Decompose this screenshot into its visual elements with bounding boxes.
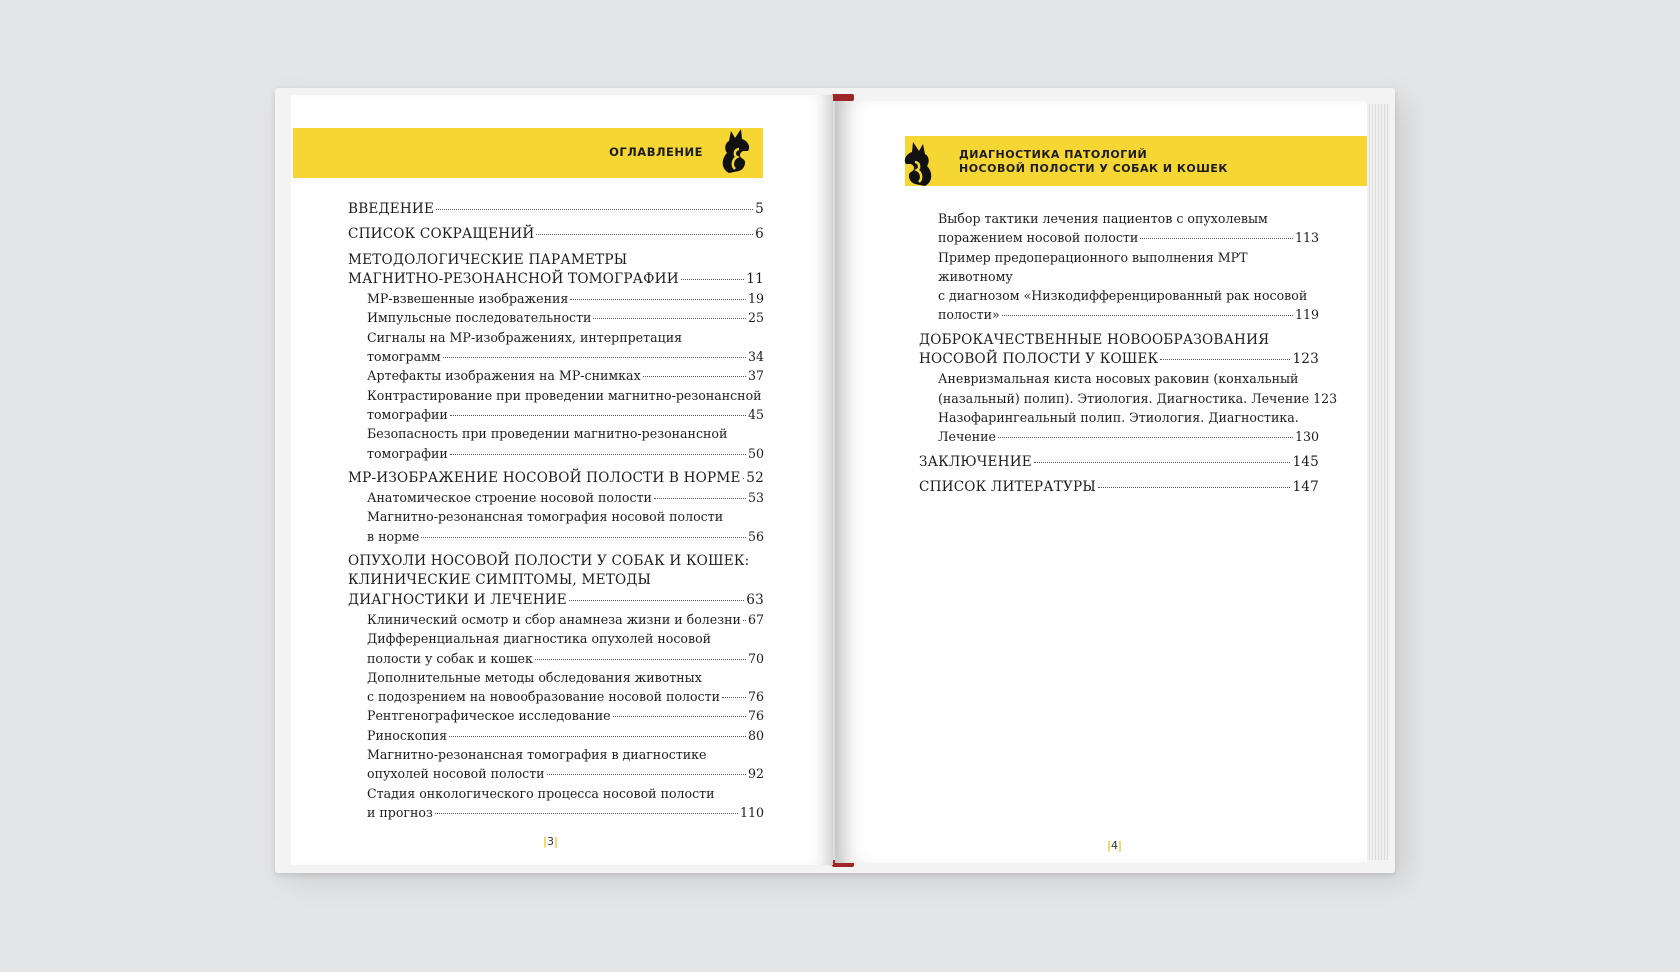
- toc-page-number: 130: [1294, 429, 1319, 445]
- toc-entry-title: полости»: [938, 307, 1000, 323]
- toc-entry-title: Дифференциальная диагностика опухолей носовой: [367, 631, 712, 647]
- toc-entry-line-with-page: [367, 347, 764, 366]
- dot-leader: [998, 437, 1293, 438]
- toc-entry-title: Риноскопия: [367, 727, 448, 743]
- toc-entry-title: МР-ИЗОБРАЖЕНИЕ НОСОВОЙ ПОЛОСТИ В НОРМЕ: [348, 469, 741, 486]
- page-number-right: |4|: [1107, 839, 1123, 852]
- toc-entry-title: опухолей носовой полости: [367, 766, 545, 782]
- toc-entry-line-with-page: [938, 389, 1338, 408]
- toc-entry-line-with-page: [367, 726, 764, 745]
- toc-entry-line-with-page: [367, 764, 764, 783]
- toc-page-number: 119: [1294, 307, 1319, 323]
- toc-entry-title: ДОБРОКАЧЕСТВЕННЫЕ НОВООБРАЗОВАНИЯ: [919, 331, 1270, 348]
- toc-entry: [919, 478, 1319, 497]
- dot-leader: [421, 537, 746, 538]
- toc-entry-title: с подозрением на новообразование носовой полости: [367, 689, 721, 705]
- toc-entry-title: (назальный) полип). Этиология. Диагностика. Лечение: [938, 390, 1310, 406]
- dog-cat-silhouette-icon: [715, 125, 757, 175]
- toc-entry-title: Импульсные последовательности: [367, 310, 592, 326]
- toc-entry: [348, 328, 764, 367]
- toc-entry: [348, 552, 764, 610]
- toc-page-number: 113: [1294, 230, 1319, 246]
- toc-entry-line-with-page: [919, 350, 1319, 369]
- toc-entry-line-with-page: [938, 305, 1319, 324]
- toc-entry: [919, 331, 1319, 370]
- dot-leader: [435, 813, 738, 814]
- toc-entry-title: Выбор тактики лечения пациентов с опухолевым: [938, 211, 1268, 226]
- toc-entry-title: Магнитно-резонансная томография в диагностике: [367, 747, 707, 763]
- toc-entry-title: Анатомическое строение носовой полости: [367, 490, 652, 506]
- toc-heading: ОГЛАВЛЕНИЕ: [609, 145, 703, 159]
- toc-entry-title: Пример предоперационного выполнения МРТ животному: [938, 249, 1248, 284]
- toc-entry: [348, 200, 764, 219]
- toc-page-number: 11: [746, 270, 764, 287]
- toc-page-number: 67: [747, 611, 764, 627]
- toc-entry-title: и прогноз: [367, 804, 433, 820]
- dot-leader: [450, 454, 746, 455]
- toc-page-number: 110: [739, 804, 764, 820]
- toc-entry-line-with-page: [919, 478, 1319, 497]
- toc-entry-title: полости у собак и кошек: [367, 650, 533, 666]
- toc-entry-title: ОПУХОЛИ НОСОВОЙ ПОЛОСТИ У СОБАК И КОШЕК:: [348, 553, 750, 570]
- toc-entry-title: Магнитно-резонансная томография носовой полости: [367, 509, 724, 525]
- toc-entry-line-with-page: [938, 427, 1319, 446]
- toc-page-number: 80: [747, 727, 764, 743]
- toc-entry-line-with-page: [348, 469, 764, 488]
- toc-entry-title: МАГНИТНО-РЕЗОНАНСНОЙ ТОМОГРАФИИ: [348, 270, 679, 287]
- toc-page-number: 147: [1292, 478, 1319, 495]
- toc-entry-title: Артефакты изображения на МР-снимках: [367, 368, 641, 384]
- toc-entry: [348, 784, 764, 823]
- dot-leader: [1160, 359, 1290, 360]
- dot-leader: [613, 716, 746, 717]
- toc-entry-line-with-page: [367, 610, 764, 629]
- toc-page-number: 123: [1313, 390, 1338, 406]
- right-header-banner: [905, 136, 1367, 186]
- toc-entry-line-with-page: [348, 225, 764, 244]
- toc-entry-title: Сигналы на МР-изображениях, интерпретация: [367, 329, 683, 345]
- toc-entry-line-with-page: [367, 803, 764, 822]
- left-header-banner: [293, 128, 763, 178]
- toc-page-number: 70: [747, 650, 764, 666]
- dot-leader: [681, 279, 745, 280]
- toc-page-number: 45: [747, 406, 764, 422]
- toc-entry-line-with-page: [367, 706, 764, 725]
- toc-entry-title: Назофарингеальный полип. Этиология. Диагностика.: [938, 409, 1299, 425]
- toc-entry-title: томографии: [367, 406, 448, 422]
- toc-entry: [919, 408, 1319, 447]
- toc-entry-title: Безопасность при проведении магнитно-резонансной: [367, 426, 728, 442]
- toc-entry-title: томографии: [367, 445, 448, 461]
- toc-entry: [919, 453, 1319, 472]
- toc-entry: [348, 610, 764, 629]
- toc-entry-title: ЗАКЛЮЧЕНИЕ: [919, 453, 1032, 470]
- dot-leader: [535, 659, 746, 660]
- toc-entry: [348, 488, 764, 507]
- dot-leader: [436, 209, 753, 210]
- toc-page-number: 52: [746, 469, 764, 486]
- toc-page-number: 34: [747, 349, 764, 365]
- dot-leader: [443, 357, 746, 358]
- toc-entry: [919, 369, 1338, 408]
- dot-leader: [1034, 462, 1291, 463]
- dot-leader: [450, 415, 746, 416]
- toc-entry: [348, 386, 764, 425]
- toc-page-number: 56: [747, 528, 764, 544]
- toc-page-number: 123: [1292, 351, 1319, 368]
- toc-entry-line-with-page: [367, 366, 764, 385]
- toc-entry-line-with-page: [348, 270, 764, 289]
- toc-entry: [919, 209, 1319, 248]
- dot-leader: [569, 600, 744, 601]
- toc-entry-title: КЛИНИЧЕСКИЕ СИМПТОМЫ, МЕТОДЫ: [348, 572, 652, 589]
- toc-entry-title: СПИСОК ЛИТЕРАТУРЫ: [919, 478, 1096, 495]
- toc-entry-line-with-page: [348, 591, 764, 610]
- toc-page-number: 145: [1292, 453, 1319, 470]
- toc-page-number: 5: [755, 201, 764, 217]
- dot-leader: [743, 478, 745, 479]
- toc-page-number: 25: [747, 310, 764, 326]
- toc-entry: [348, 668, 764, 707]
- toc-entry-title: поражением носовой полости: [938, 230, 1139, 246]
- toc-page-number: 37: [747, 368, 764, 384]
- dot-leader: [722, 697, 746, 698]
- toc-entry: [348, 251, 764, 290]
- toc-entry-title: Клинический осмотр и сбор анамнеза жизни и болезни: [367, 611, 741, 627]
- dot-leader: [547, 774, 746, 775]
- toc-entry: [348, 706, 764, 725]
- toc-entry-title: с диагнозом «Низкодифференцированный рак носовой: [938, 288, 1308, 304]
- toc-entry-line-with-page: [367, 649, 764, 668]
- dot-leader: [570, 299, 746, 300]
- toc-entry: [919, 248, 1319, 325]
- running-title: ДИАГНОСТИКА ПАТОЛОГИЙ НОСОВОЙ ПОЛОСТИ У СОБАК И КОШЕК: [959, 148, 1228, 175]
- page-edges: [1367, 104, 1389, 860]
- toc-entry-line-with-page: [348, 200, 764, 219]
- toc-entry: [348, 629, 764, 668]
- toc-entry-line-with-page: [367, 527, 764, 546]
- table-of-contents-right: [919, 209, 1338, 497]
- toc-entry-line-with-page: [367, 405, 764, 424]
- toc-entry-line-with-page: [938, 228, 1319, 247]
- dot-leader: [1002, 315, 1293, 316]
- toc-entry-title: Стадия онкологического процесса носовой полости: [367, 785, 715, 801]
- toc-entry: [348, 424, 764, 463]
- toc-page-number: 76: [747, 708, 764, 724]
- toc-page-number: 92: [747, 766, 764, 782]
- toc-entry-title: в норме: [367, 528, 420, 544]
- toc-entry-line-with-page: [367, 488, 764, 507]
- toc-entry: [348, 507, 764, 546]
- toc-page-number: 19: [747, 291, 764, 307]
- toc-entry: [348, 225, 764, 244]
- toc-entry: [348, 726, 764, 745]
- toc-entry: [348, 289, 764, 308]
- bookmark-ribbon-top: [832, 94, 854, 101]
- dot-leader: [654, 498, 746, 499]
- dot-leader: [536, 234, 753, 235]
- toc-entry-line-with-page: [367, 289, 764, 308]
- dot-leader: [643, 376, 746, 377]
- toc-page-number: 76: [747, 689, 764, 705]
- toc-page-number: 6: [755, 226, 764, 243]
- page-number-left: |3|: [543, 835, 559, 848]
- dot-leader: [449, 736, 746, 737]
- toc-entry-title: МЕТОДОЛОГИЧЕСКИЕ ПАРАМЕТРЫ: [348, 251, 628, 268]
- toc-entry-title: ВВЕДЕНИЕ: [348, 201, 435, 217]
- dot-leader: [1140, 238, 1293, 239]
- toc-entry-line-with-page: [367, 444, 764, 463]
- toc-page-number: 50: [747, 445, 764, 461]
- toc-entry: [348, 366, 764, 385]
- toc-entry-title: Контрастирование при проведении магнитно-резонансной: [367, 387, 762, 403]
- toc-entry-line-with-page: [919, 453, 1319, 472]
- dot-leader: [593, 318, 746, 319]
- toc-entry-title: СПИСОК СОКРАЩЕНИЙ: [348, 226, 535, 243]
- toc-entry-title: Рентгенографическое исследование: [367, 708, 611, 724]
- dot-leader: [743, 620, 746, 621]
- toc-entry-line-with-page: [367, 687, 764, 706]
- toc-page-number: 63: [746, 591, 764, 608]
- right-page: [835, 101, 1367, 863]
- toc-entry-line-with-page: [367, 308, 764, 327]
- toc-entry-title: МР-взвешенные изображения: [367, 291, 569, 307]
- dog-cat-silhouette-icon: [897, 138, 939, 188]
- toc-entry-title: НОСОВОЙ ПОЛОСТИ У КОШЕК: [919, 351, 1159, 368]
- toc-entry: [348, 469, 764, 488]
- toc-entry: [348, 308, 764, 327]
- left-page: [291, 95, 833, 865]
- dot-leader: [1098, 487, 1291, 488]
- toc-entry-title: томограмм: [367, 349, 441, 365]
- toc-entry: [348, 745, 764, 784]
- table-of-contents-left: [348, 200, 764, 822]
- toc-entry-title: Лечение: [938, 429, 996, 445]
- toc-page-number: 53: [747, 490, 764, 506]
- toc-entry-title: Аневризмальная киста носовых раковин (конхальный: [938, 371, 1299, 387]
- toc-entry-title: Дополнительные методы обследования животных: [367, 669, 702, 685]
- toc-entry-title: ДИАГНОСТИКИ И ЛЕЧЕНИЕ: [348, 591, 567, 608]
